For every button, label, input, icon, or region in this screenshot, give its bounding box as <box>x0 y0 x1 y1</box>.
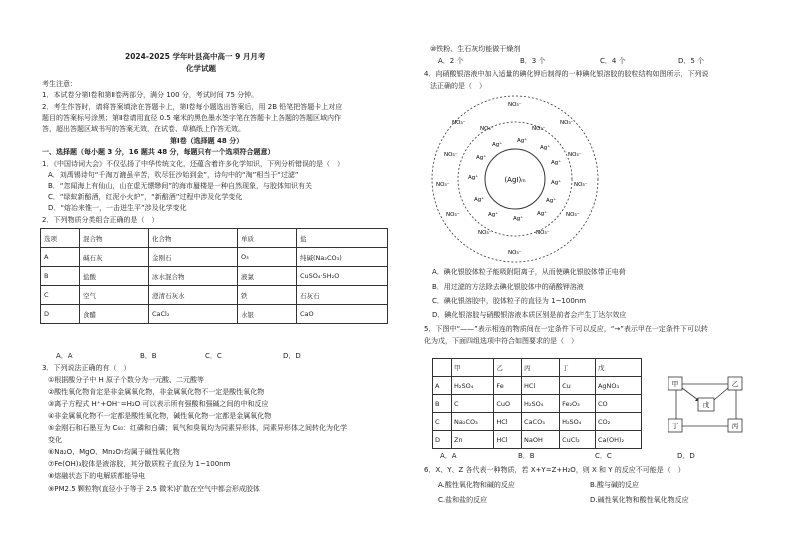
table-row <box>433 431 642 449</box>
table-cell: B <box>41 267 80 286</box>
q2-answer-d: D．D <box>283 352 301 360</box>
q3-item: 变化 <box>48 436 62 444</box>
table-cell: A <box>433 377 452 395</box>
table-cell: AgNO₃ <box>595 377 641 395</box>
q3-answer-d: D．5 个 <box>678 57 705 65</box>
table-cell: CuCl₂ <box>560 431 596 449</box>
q3-item: ①根据酸分子中 H 原子个数分为一元酸、二元酸等 <box>48 376 204 384</box>
table-cell: Fe <box>494 377 522 395</box>
notice-line: 答，超出答题区域书写的答案无效，在试卷、草稿纸上作答无效。 <box>42 125 245 133</box>
q6-option-b: B.酸与碱的反应 <box>590 481 640 489</box>
table-cell: C <box>41 286 80 305</box>
ag-ion: Ag⁺ <box>488 212 499 218</box>
no3-ion: NO₃⁻ <box>452 120 466 126</box>
table-row <box>433 377 642 395</box>
table-cell: NaOH <box>522 431 560 449</box>
label-bing: 丙 <box>731 422 739 430</box>
no3-ion: NO₃⁻ <box>508 102 522 108</box>
table-header: 盐 <box>297 229 388 248</box>
ag-ion: Ag⁺ <box>476 155 487 161</box>
table-cell: Na₂CO₃ <box>452 413 494 431</box>
ag-ion: Ag⁺ <box>537 211 548 217</box>
table-cell: 纯碱(Na₂CO₃) <box>297 248 388 267</box>
table-header: 化合物 <box>149 229 238 248</box>
table-cell: D <box>433 431 452 449</box>
no3-ion: NO₃⁻ <box>478 230 492 236</box>
q2-answer-a: A．A <box>56 352 73 360</box>
table-cell: CaCl₂ <box>149 305 238 324</box>
q3-stem: 3．下列说法正确的有（ ） <box>42 364 131 372</box>
no3-ion: NO₃⁻ <box>436 182 450 188</box>
table-header: 乙 <box>494 359 522 377</box>
table-cell: D <box>41 305 80 324</box>
exam-title: 2024-2025 学年叶县高中高一 9 月月考 <box>125 52 266 61</box>
table-cell: Cu <box>560 377 596 395</box>
ag-ion: Ag⁺ <box>513 216 524 222</box>
ag-ion: Ag⁺ <box>492 142 503 148</box>
q3-item: ⑥Na₂O、MgO、Mn₂O₇均属于碱性氧化物 <box>48 448 180 456</box>
table-cell: CaCO₃ <box>522 413 560 431</box>
q3-item: ④非金属氧化物不一定都是酸性氧化物，碱性氧化物一定都是金属氧化物 <box>48 412 272 420</box>
no3-ion: NO₃⁻ <box>446 212 460 218</box>
no3-ion: NO₃⁻ <box>508 250 522 256</box>
table-header-row <box>433 359 642 377</box>
table-cell: H₂SO₄ <box>452 377 494 395</box>
link-wu-yi <box>714 388 728 400</box>
q5-answer-b: B．B <box>518 452 535 460</box>
ag-ion: Ag⁺ <box>551 160 562 166</box>
exam-subject: 化学试题 <box>186 64 216 73</box>
table-cell: A <box>41 248 80 267</box>
ag-ion: Ag⁺ <box>517 138 528 144</box>
table-cell: 澄清石灰水 <box>149 286 238 305</box>
table-header: 混合物 <box>80 229 149 248</box>
table-row <box>433 413 642 431</box>
table-row <box>41 305 388 324</box>
no3-ion: NO₃⁻ <box>444 152 458 158</box>
q3-answer-c: C．4 个 <box>600 57 626 65</box>
table-header: 戊 <box>595 359 641 377</box>
table-header: 丁 <box>560 359 596 377</box>
q1-option-c: C．“绿蚁新醅酒，红泥小火炉”，“新醅酒”过程中涉及化学变化 <box>48 193 243 201</box>
table-cell: HCl <box>494 413 522 431</box>
table-cell: 水银 <box>238 305 297 324</box>
table-cell: 碱石灰 <box>80 248 149 267</box>
table-cell: B <box>433 395 452 413</box>
q4-option-c: C．碘化银溶胶中，胶体粒子的直径为 1~100nm <box>432 297 587 305</box>
q6-option-c: C.盐和盐的反应 <box>438 496 488 504</box>
ag-ion: Ag⁺ <box>468 175 479 181</box>
table-row <box>41 248 388 267</box>
table-header: 丙 <box>522 359 560 377</box>
q5-table <box>432 358 642 449</box>
table-cell: 石灰石 <box>297 286 388 305</box>
table-cell: CO <box>595 395 641 413</box>
table-cell: C <box>433 413 452 431</box>
q3-item: ⑨PM2.5 颗粒物(直径小于等于 2.5 微米)扩散在空气中都会形成胶体 <box>48 485 260 493</box>
section-title: 第Ⅰ卷（选择题 48 分） <box>170 137 244 145</box>
no3-ion: NO₃⁻ <box>532 126 546 132</box>
no3-ion: NO₃⁻ <box>574 182 588 188</box>
table-cell: 空气 <box>80 286 149 305</box>
table-cell: C <box>452 395 494 413</box>
q3-item: ⑧熔融状态下的电解质都能导电 <box>48 472 146 480</box>
q4-option-b: B．用过滤的方法除去碘化银胶体中的硝酸钾溶液 <box>432 283 584 291</box>
table-cell: HCl <box>522 377 560 395</box>
table-cell: H₂SO₄ <box>522 395 560 413</box>
section-intro: 一、选择题（每小题 3 分，16 题共 48 分，每题只有一个选项符合题意） <box>42 148 275 156</box>
q3-item: ⑤金刚石和石墨互为 C₆₀：红磷和白磷；氧气和臭氧均为同素异形体，同素异形体之间转化为化学 <box>48 424 347 432</box>
table-cell: O₃ <box>238 248 297 267</box>
q6-stem: 6．X、Y、Z 各代表一种物质，若 X+Y=Z+H₂O，则 X 和 Y 的反应不可能是（ ） <box>424 466 685 474</box>
q6-option-d: D.碱性氧化物和酸性氧化物反应 <box>590 496 689 504</box>
table-cell: H₂SO₄ <box>560 413 596 431</box>
table-cell: HCl <box>494 431 522 449</box>
label-yi: 乙 <box>731 380 739 388</box>
table-cell: 盐酸 <box>80 267 149 286</box>
table-header: 单质 <box>238 229 297 248</box>
q3-item: ②酸性氧化物肯定是非金属氧化物，非金属氧化物不一定是酸性氧化物 <box>48 388 265 396</box>
label-ding: 丁 <box>671 422 679 430</box>
q3-item-10: ⑩铁粉、生石灰均能做干燥剂 <box>430 45 521 53</box>
notice-line: 1．本试卷分第Ⅰ卷和第Ⅱ卷两部分，满分 100 分，考试时间 75 分钟。 <box>42 91 259 99</box>
table-cell: 液氯 <box>238 267 297 286</box>
reaction-diagram <box>668 374 748 436</box>
label-wu: 戊 <box>702 401 710 409</box>
table-cell: 金刚石 <box>149 248 238 267</box>
table-cell: Zn <box>452 431 494 449</box>
table-header: 甲 <box>452 359 494 377</box>
no3-ion: NO₃⁻ <box>480 126 494 132</box>
q6-option-a: A.酸性氧化物和碱的反应 <box>438 481 515 489</box>
colloid-diagram <box>420 94 610 264</box>
q2-answer-c: C．C <box>205 352 222 360</box>
table-header: 选项 <box>41 229 80 248</box>
ag-ion: Ag⁺ <box>551 180 562 186</box>
q4-stem: 法正确的是（ ） <box>430 82 486 90</box>
notice-heading: 考生注意： <box>42 80 77 88</box>
no3-ion: NO₃⁻ <box>568 152 582 158</box>
table-cell: Ca(OH)₂ <box>595 431 641 449</box>
label-jia: 甲 <box>671 380 679 388</box>
table-cell: CuO <box>494 395 522 413</box>
table-cell: Fe₂O₃ <box>560 395 596 413</box>
q5-answer-c: C．C <box>595 452 612 460</box>
table-cell: CuSO₄·5H₂O <box>297 267 388 286</box>
ag-ion: Ag⁺ <box>546 198 557 204</box>
no3-ion: NO₃⁻ <box>566 212 580 218</box>
q1-option-a: A．刘禹锡诗句“千淘万漉虽辛苦，吹尽狂沙始到金”，诗句中的“淘”相当于“过滤” <box>48 171 299 179</box>
table-cell: 食醋 <box>80 305 149 324</box>
q2-stem: 2．下列物质分类组合正确的是（ ） <box>42 216 159 224</box>
table-row <box>433 395 642 413</box>
q3-item: ③离子方程式 H⁺+OH⁻=H₂O 可以表示所有强酸和强碱之间的中和反应 <box>48 400 269 408</box>
core-label: (AgI)ₘ <box>504 176 526 184</box>
notice-line: 2．考生作答时，请将答案填涂在答题卡上，第Ⅰ卷每小题选出答案后，用 2B 铅笔把答题卡上对应 <box>42 103 343 111</box>
q2-table <box>40 228 388 324</box>
q5-answer-d: D．D <box>677 452 695 460</box>
q3-item: ⑦Fe(OH)₃胶体是液溶胶，其分散质粒子直径为 1~100nm <box>48 460 231 468</box>
q4-stem: 4．向硝酸银溶液中加入适量的碘化钾后制得的一种碘化银溶胶的胶粒结构如图所示，下列说 <box>424 70 709 78</box>
q4-option-a: A．碘化银胶体粒子能吸附阳离子，从而使碘化银胶体带正电荷 <box>432 268 626 276</box>
table-cell: 铁 <box>238 286 297 305</box>
q4-option-d: D．碘化银溶胶与硝酸银溶液本质区别是前者会产生丁达尔效应 <box>432 311 627 319</box>
q3-answer-b: B．3 个 <box>520 57 546 65</box>
q1-stem: 1．《中国诗词大会》不仅弘扬了中华传统文化，还蕴含着许多化学知识，下列分析错误的是（ ） <box>42 160 344 168</box>
q1-option-d: D．“熔冶来惟一，一击迸生平”涉及化学变化 <box>48 204 187 212</box>
table-cell: CO₂ <box>595 413 641 431</box>
ag-ion: Ag⁺ <box>540 145 551 151</box>
table-header <box>433 359 452 377</box>
table-row <box>41 267 388 286</box>
table-cell: 冰水混合物 <box>149 267 238 286</box>
q5-answer-a: A．A <box>440 452 457 460</box>
table-header-row <box>41 229 388 248</box>
q5-stem: 化为戊，下面四组选项中符合如图要求的是（ ） <box>424 337 578 345</box>
table-row <box>41 286 388 305</box>
q1-option-b: B．“忽闻海上有仙山，山在虚无缥缈间”的海市蜃楼是一种自然现象，与胶体知识有关 <box>48 182 313 190</box>
table-cell: CaO <box>297 305 388 324</box>
arrow-jia-wu <box>682 388 698 400</box>
q3-answer-a: A．2 个 <box>438 57 464 65</box>
q5-stem: 5．下图中“——”表示相连的物质间在一定条件下可以反应，“→”表示甲在一定条件下可以转 <box>424 325 708 333</box>
no3-ion: NO₃⁻ <box>536 230 550 236</box>
notice-line: 题目的答案标号涂黑；第Ⅱ卷请用直径 0.5 毫米的黑色墨水签字笔在答题卡上各题的答题区域内作 <box>42 114 342 122</box>
q2-answer-b: B．B <box>140 352 157 360</box>
no3-ion: NO₃⁻ <box>560 120 574 126</box>
ag-ion: Ag⁺ <box>474 197 485 203</box>
